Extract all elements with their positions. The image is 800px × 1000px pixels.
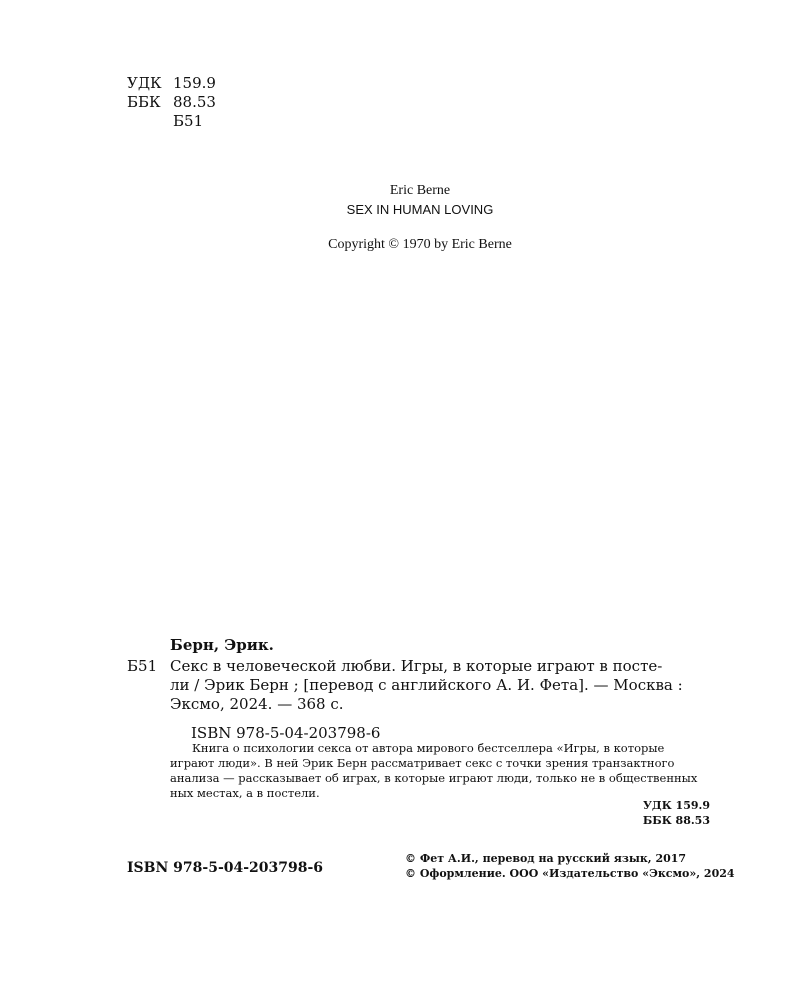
record-description xyxy=(170,657,714,714)
annotation-line: ных местах, а в постели. xyxy=(170,786,320,800)
record-body xyxy=(127,657,714,714)
record-author-heading: Берн, Эрик. xyxy=(170,636,274,654)
annotation-line: анализа — рассказывает об играх, в которые играют люди, только не в общественных xyxy=(170,771,698,785)
copyright-translation: © Фет А.И., перевод на русский язык, 2017 xyxy=(405,852,687,865)
bottom-isbn: ISBN 978-5-04-203798-6 xyxy=(127,860,324,876)
bbk-row xyxy=(127,93,216,112)
author-mark: Б51 xyxy=(173,112,204,130)
bbk-code: ББК 88.53 xyxy=(642,814,710,827)
record-line: Эксмо, 2024. — 368 с. xyxy=(170,695,344,713)
copyright-design: © Оформление. ООО «Издательство «Эксмо», 2024 xyxy=(405,867,735,880)
original-title: SEX IN HUMAN LOVING xyxy=(346,202,494,217)
annotation xyxy=(170,741,713,801)
udk-label: УДК xyxy=(127,74,162,92)
annotation-line: Книга о психологии секса от автора мирового бестселлера «Игры, в которые xyxy=(192,741,665,755)
record-line: Секс в человеческой любви. Игры, в которые играют в посте- xyxy=(170,657,663,675)
record-isbn: ISBN 978-5-04-203798-6 xyxy=(191,724,381,742)
udk-row xyxy=(127,74,216,93)
bbk-value: 88.53 xyxy=(173,93,216,111)
author-mark-row xyxy=(127,112,216,131)
original-copyright: Copyright © 1970 by Eric Berne xyxy=(328,237,512,252)
record-line: ли / Эрик Берн ; [перевод с английского А. И. Фета]. — Москва : xyxy=(170,676,683,694)
record-code: Б51 xyxy=(127,657,158,675)
bibliographic-record xyxy=(127,636,714,743)
bbk-label: ББК xyxy=(127,93,161,111)
codes-right xyxy=(560,798,710,828)
udk-code: УДК 159.9 xyxy=(643,799,710,812)
copyright-block xyxy=(405,851,735,881)
udk-value: 159.9 xyxy=(173,74,216,92)
original-author: Eric Berne xyxy=(389,183,451,198)
classification-block xyxy=(127,74,216,131)
annotation-line: играют люди». В ней Эрик Берн рассматривает секс с точки зрения транзактного xyxy=(170,756,675,770)
